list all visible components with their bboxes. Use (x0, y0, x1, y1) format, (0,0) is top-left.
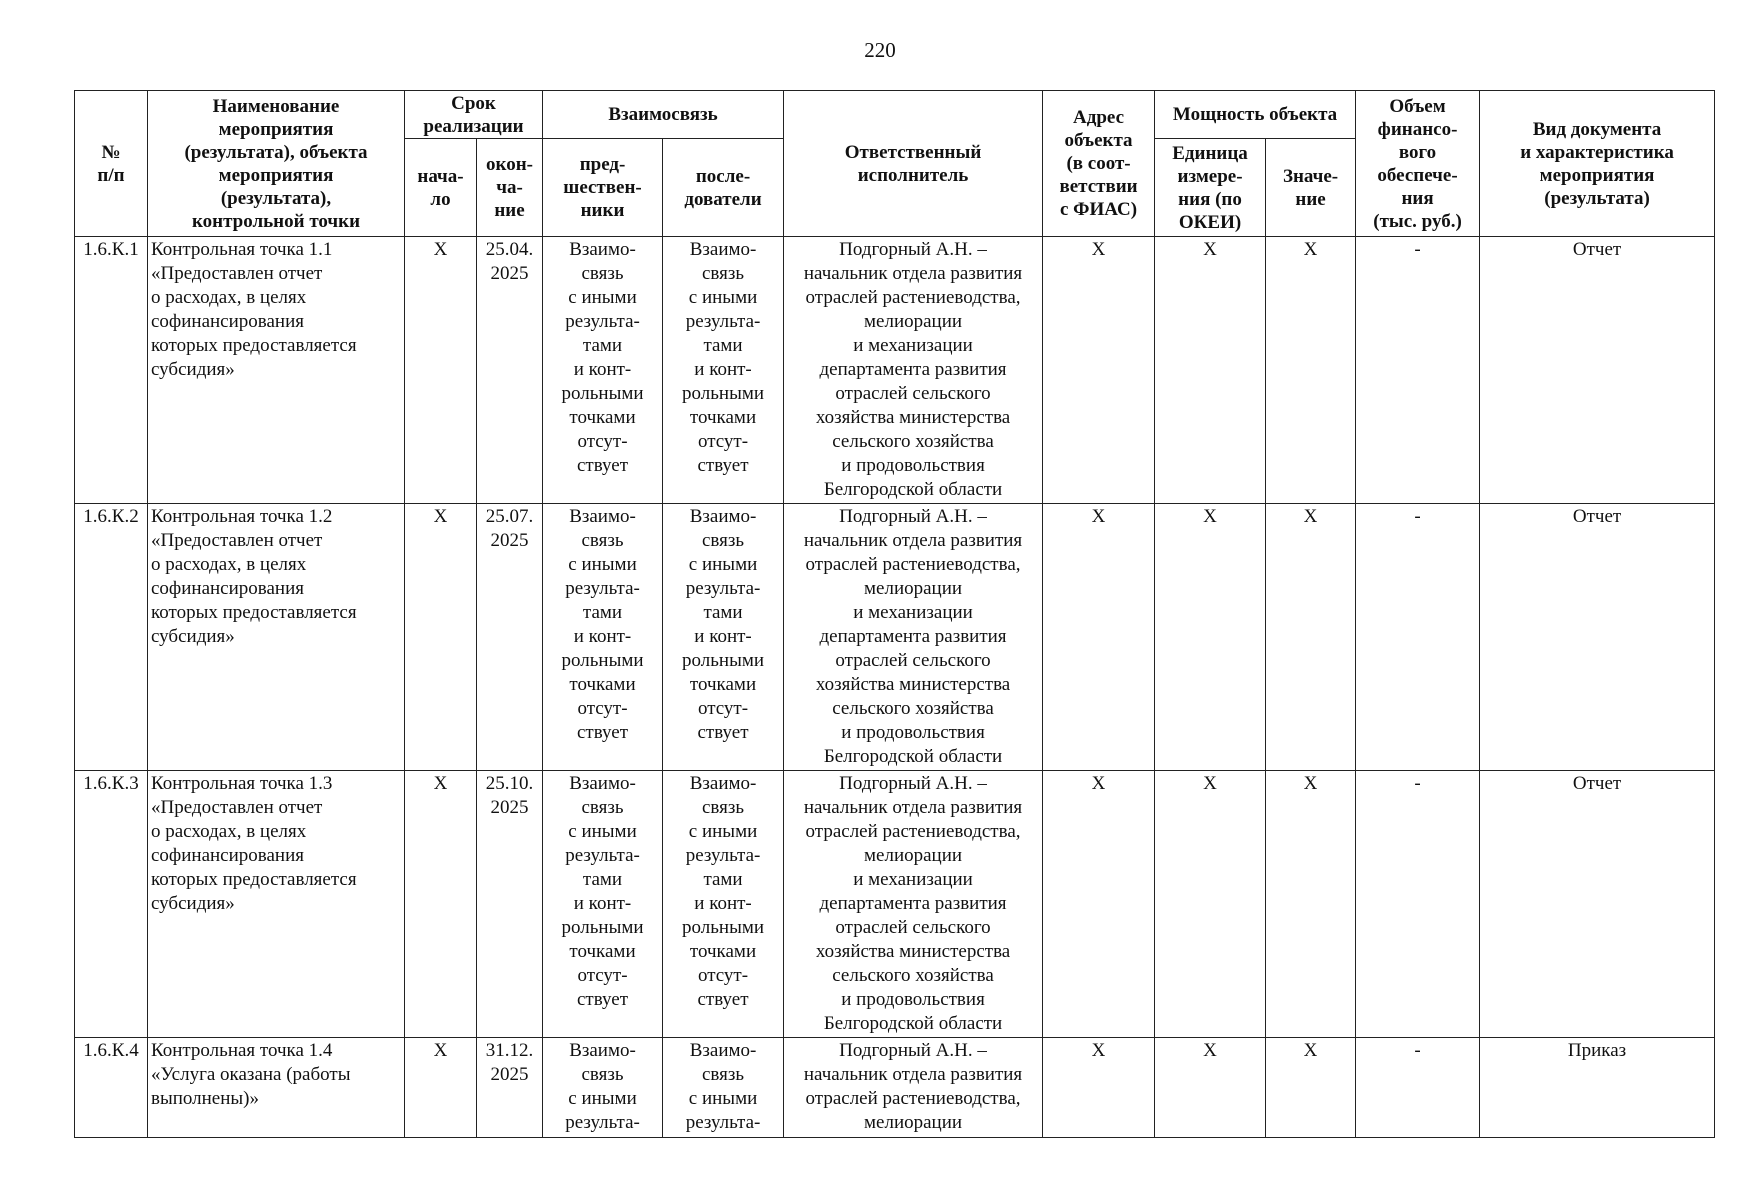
cell-pred: Взаимо- связь с иными результа- тами и конт- рольными точками отсут- ствует (543, 771, 663, 1038)
cell-pred: Взаимо- связь с иными результа- (543, 1038, 663, 1138)
cell-num: 1.6.К.4 (75, 1038, 148, 1138)
cell-num: 1.6.К.1 (75, 237, 148, 504)
cell-address: X (1043, 771, 1155, 1038)
cell-succ: Взаимо- связь с иными результа- тами и конт- рольными точками отсут- ствует (663, 771, 784, 1038)
table-row (75, 237, 1715, 504)
control-points-table (74, 90, 1715, 1138)
cell-num: 1.6.К.2 (75, 504, 148, 771)
header-address: Адрес объекта (в соот- ветствии с ФИАС) (1043, 91, 1155, 237)
table-row (75, 1038, 1715, 1138)
cell-name: Контрольная точка 1.3 «Предоставлен отчет о расходах, в целях софинансирования которых предоставляется субсидия» (148, 771, 405, 1038)
cell-value: X (1266, 237, 1356, 504)
header-link-pred: пред- шествен- ники (543, 139, 663, 237)
cell-value: X (1266, 504, 1356, 771)
cell-num: 1.6.К.3 (75, 771, 148, 1038)
cell-responsible: Подгорный А.Н. – начальник отдела развития отраслей растениеводства, мелиорации и механизации департамента развития отраслей сельского хозяйства министерства сельского хозяйства и продовольствия Белгородской области (784, 237, 1043, 504)
header-value: Значе- ние (1266, 139, 1356, 237)
cell-value: X (1266, 1038, 1356, 1138)
cell-unit: X (1155, 504, 1266, 771)
cell-start: X (405, 1038, 477, 1138)
cell-end: 25.07. 2025 (477, 504, 543, 771)
cell-finance: - (1356, 504, 1480, 771)
cell-finance: - (1356, 237, 1480, 504)
cell-start: X (405, 237, 477, 504)
cell-pred: Взаимо- связь с иными результа- тами и конт- рольными точками отсут- ствует (543, 237, 663, 504)
header-name: Наименование мероприятия (результата), объекта мероприятия (результата), контрольной точки (148, 91, 405, 237)
cell-name: Контрольная точка 1.2 «Предоставлен отчет о расходах, в целях софинансирования которых предоставляется субсидия» (148, 504, 405, 771)
cell-address: X (1043, 1038, 1155, 1138)
cell-unit: X (1155, 771, 1266, 1038)
cell-end: 31.12. 2025 (477, 1038, 543, 1138)
cell-start: X (405, 504, 477, 771)
header-term-start: нача- ло (405, 139, 477, 237)
table-row (75, 771, 1715, 1038)
header-capacity: Мощность объекта (1155, 91, 1356, 139)
cell-end: 25.04. 2025 (477, 237, 543, 504)
cell-unit: X (1155, 237, 1266, 504)
header-unit: Единица измере- ния (по ОКЕИ) (1155, 139, 1266, 237)
cell-start: X (405, 771, 477, 1038)
cell-address: X (1043, 237, 1155, 504)
cell-finance: - (1356, 1038, 1480, 1138)
cell-succ: Взаимо- связь с иными результа- тами и конт- рольными точками отсут- ствует (663, 504, 784, 771)
header-term: Срок реализации (405, 91, 543, 139)
cell-doc: Отчет (1480, 504, 1715, 771)
header-doc: Вид документа и характеристика мероприятия (результата) (1480, 91, 1715, 237)
cell-value: X (1266, 771, 1356, 1038)
cell-doc: Приказ (1480, 1038, 1715, 1138)
header-link-succ: после- дователи (663, 139, 784, 237)
header-term-end: окон- ча- ние (477, 139, 543, 237)
cell-responsible: Подгорный А.Н. – начальник отдела развития отраслей растениеводства, мелиорации и механизации департамента развития отраслей сельского хозяйства министерства сельского хозяйства и продовольствия Белгородской области (784, 771, 1043, 1038)
header-link: Взаимосвязь (543, 91, 784, 139)
cell-name: Контрольная точка 1.1 «Предоставлен отчет о расходах, в целях софинансирования которых предоставляется субсидия» (148, 237, 405, 504)
cell-succ: Взаимо- связь с иными результа- тами и конт- рольными точками отсут- ствует (663, 237, 784, 504)
cell-finance: - (1356, 771, 1480, 1038)
table-header (75, 91, 1715, 237)
cell-doc: Отчет (1480, 237, 1715, 504)
table-row (75, 504, 1715, 771)
cell-doc: Отчет (1480, 771, 1715, 1038)
cell-name: Контрольная точка 1.4 «Услуга оказана (работы выполнены)» (148, 1038, 405, 1138)
cell-succ: Взаимо- связь с иными результа- (663, 1038, 784, 1138)
cell-responsible: Подгорный А.Н. – начальник отдела развития отраслей растениеводства, мелиорации (784, 1038, 1043, 1138)
header-num: № п/п (75, 91, 148, 237)
cell-responsible: Подгорный А.Н. – начальник отдела развития отраслей растениеводства, мелиорации и механизации департамента развития отраслей сельского хозяйства министерства сельского хозяйства и продовольствия Белгородской области (784, 504, 1043, 771)
table-body (75, 237, 1715, 1138)
cell-pred: Взаимо- связь с иными результа- тами и конт- рольными точками отсут- ствует (543, 504, 663, 771)
cell-address: X (1043, 504, 1155, 771)
page-number: 220 (864, 38, 896, 62)
cell-end: 25.10. 2025 (477, 771, 543, 1038)
header-responsible: Ответственный исполнитель (784, 91, 1043, 237)
header-finance: Объем финансо- вого обеспече- ния (тыс. руб.) (1356, 91, 1480, 237)
cell-unit: X (1155, 1038, 1266, 1138)
